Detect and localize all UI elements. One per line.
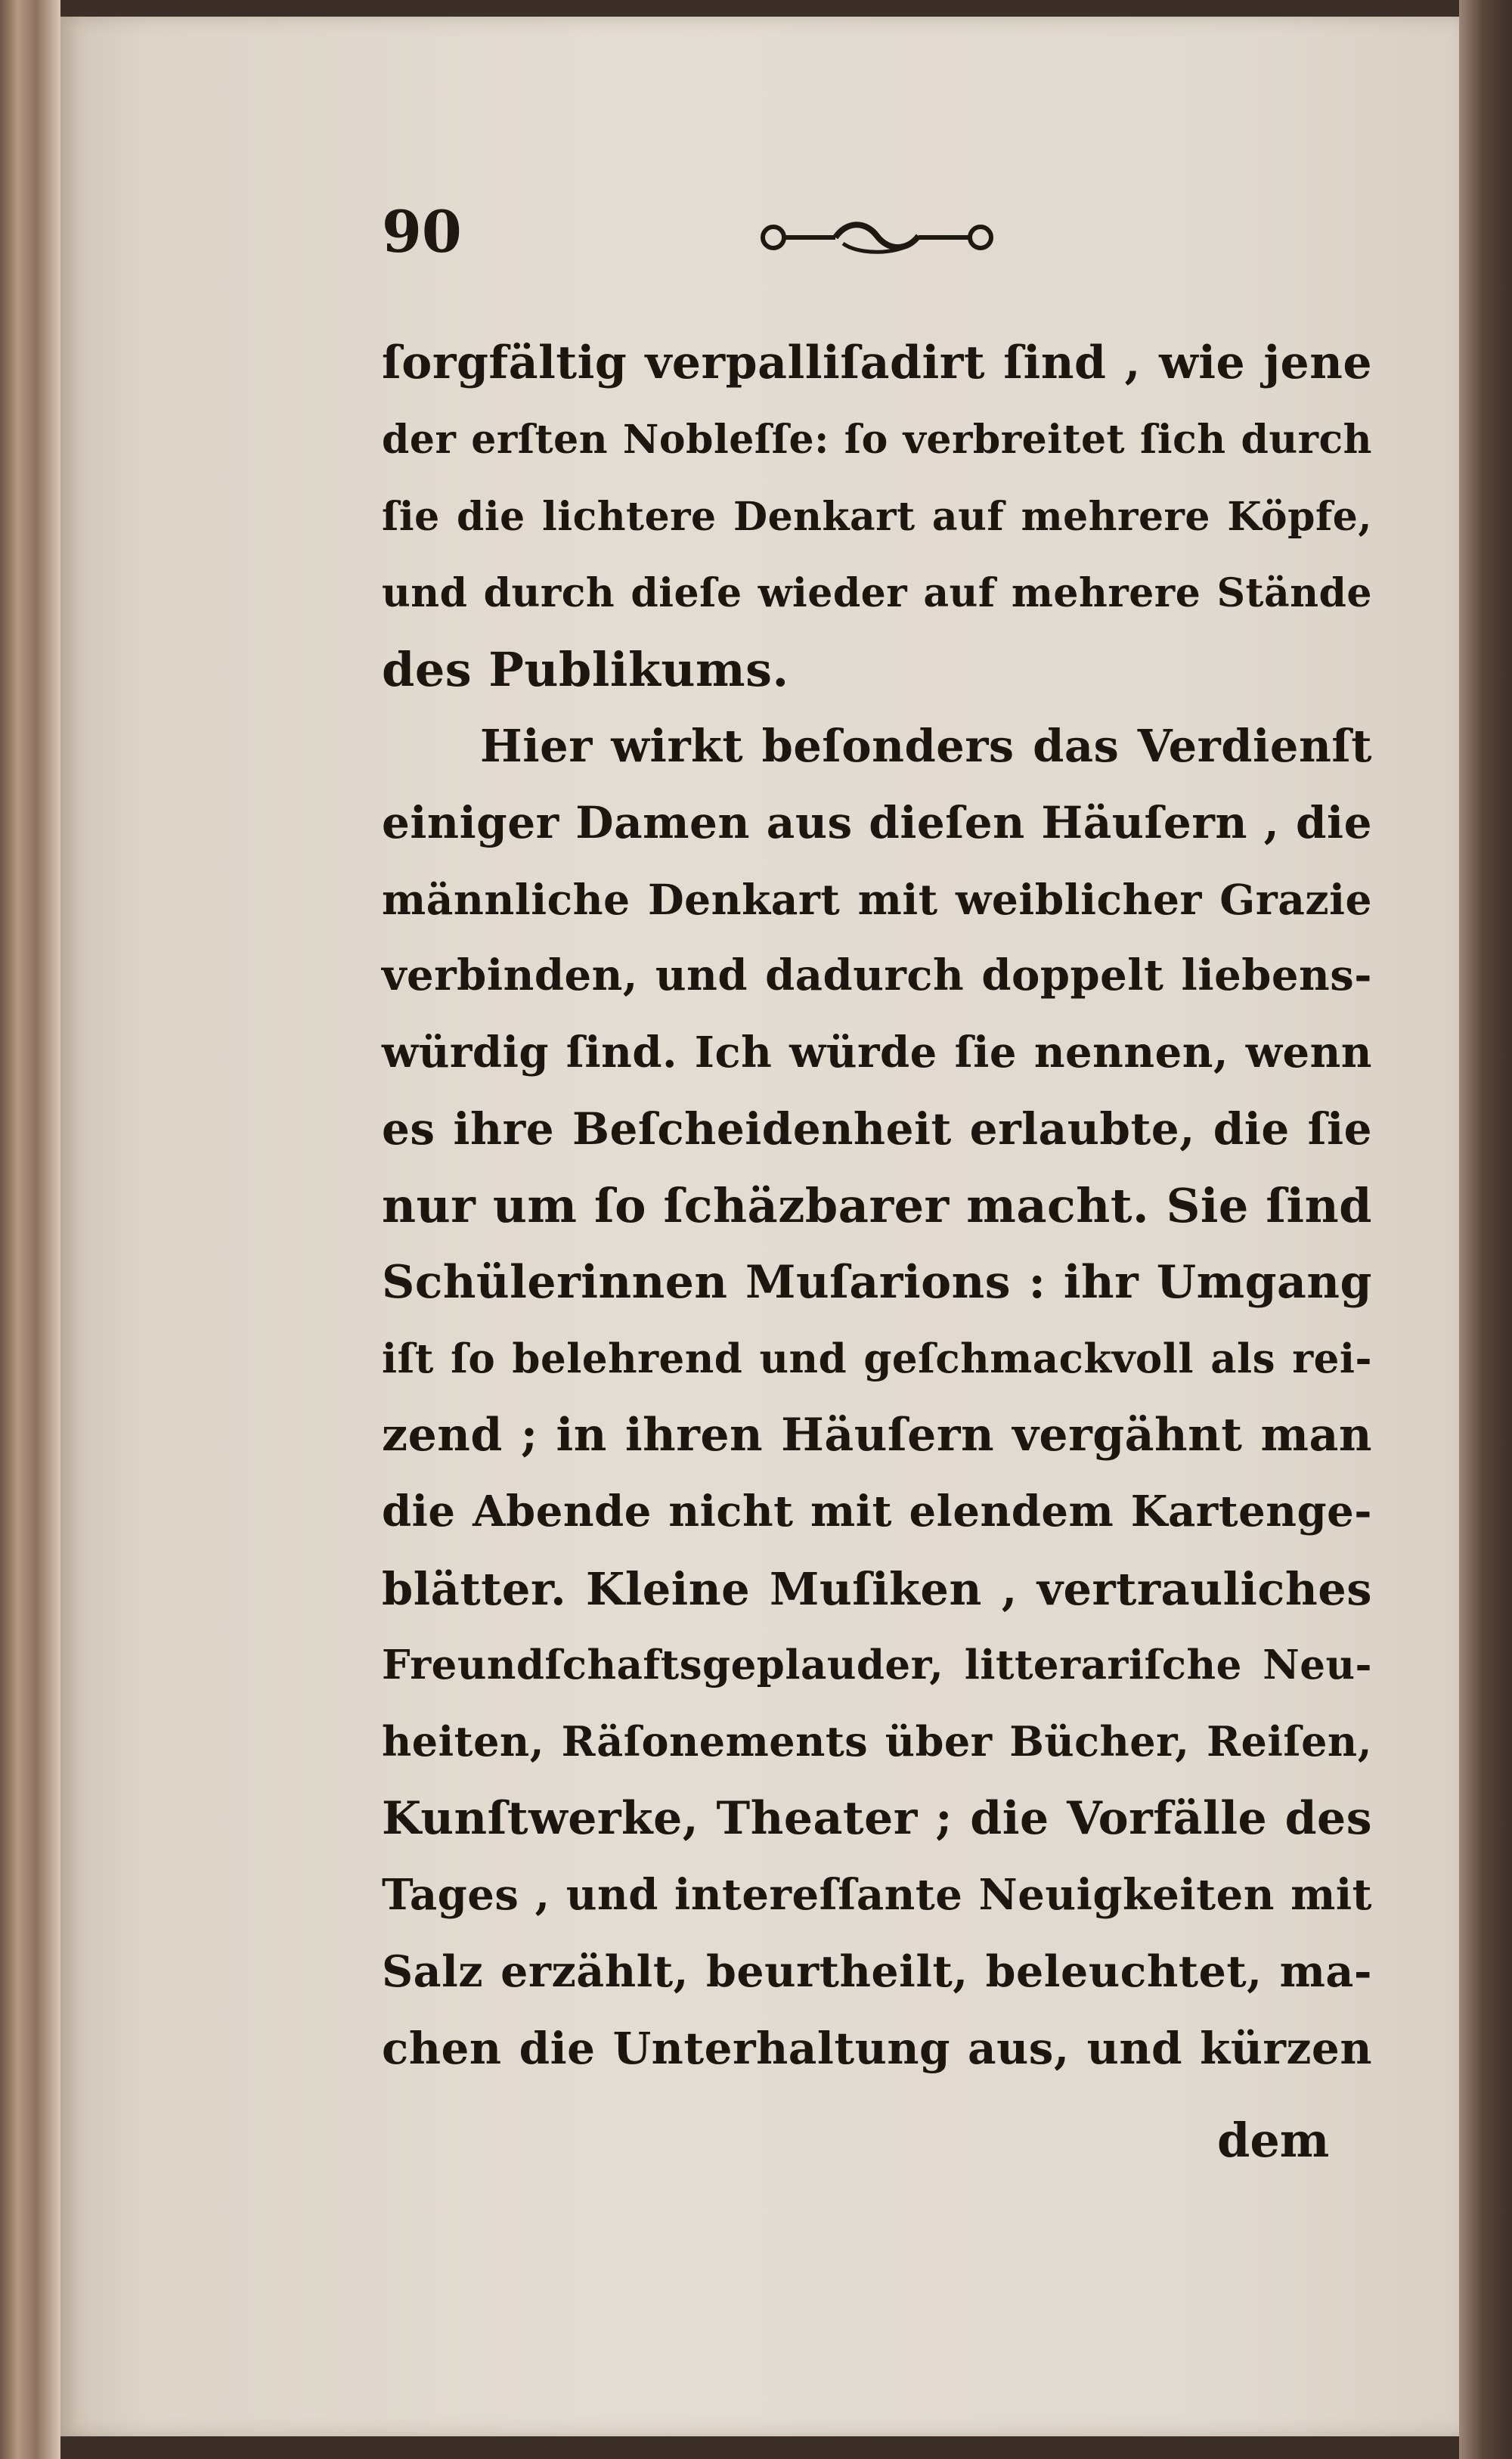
text-line: ſorgfältig verpalliſadirt ſind , wie jene [382,336,1372,389]
text-line: männliche Denkart mit weiblicher Grazie [382,875,1372,925]
text-line: verbinden, und dadurch doppelt liebens- [382,950,1372,1001]
text-line: nur um ſo ſchäzbarer macht. Sie ſind [382,1178,1372,1234]
text-line: die Abende nicht mit elendem Kartenge- [382,1487,1372,1537]
text-line: Hier wirkt beſonders das Verdienſt [480,720,1372,773]
page-number: 90 [382,198,462,265]
text-line: einiger Damen aus dieſen Häuſern , die [382,796,1372,848]
text-line: Schülerinnen Muſarions : ihr Umgang [382,1255,1372,1309]
text-line: chen die Unterhaltung aus, und kürzen [382,2022,1372,2074]
text-line: Salz erzählt, beurtheilt, beleuchtet, ma- [382,1946,1372,1998]
text-line: es ihre Beſcheidenheit erlaubte, die ſie [382,1102,1372,1155]
text-line: heiten, Räſonements über Bücher, Reiſen, [382,1717,1372,1766]
text-line: Kunſtwerke, Theater ; die Vorfälle des [382,1791,1372,1845]
text-line: Tages , und intereſſante Neuigkeiten mit [382,1869,1372,1920]
book-spine-edge [0,0,60,2459]
text-line: des Publikums. [382,642,789,698]
text-line: zend ; in ihren Häuſern vergähnt man [382,1409,1372,1462]
text-line: blätter. Kleine Muſiken , vertrauliches [382,1562,1372,1615]
body-text [382,325,1372,2087]
page-right-edge [1459,0,1512,2459]
text-line: der erſten Nobleſſe: ſo verbreitet ſich durch [382,417,1372,464]
text-line: Freundſchaftsgeplauder, litterariſche Neu- [382,1642,1372,1689]
text-line: und durch dieſe wieder auf mehrere Stände [382,569,1372,616]
header-ornament-icon [752,213,1002,259]
catchword: dem [1217,2113,1330,2168]
page-header [382,198,1365,266]
text-line: iſt ſo belehrend und geſchmackvoll als rei- [382,1335,1372,1382]
text-line: würdig ſind. Ich würde ſie nennen, wenn [382,1027,1372,1078]
text-line: ſie die lichtere Denkart auf mehrere Köpfe, [382,493,1372,540]
